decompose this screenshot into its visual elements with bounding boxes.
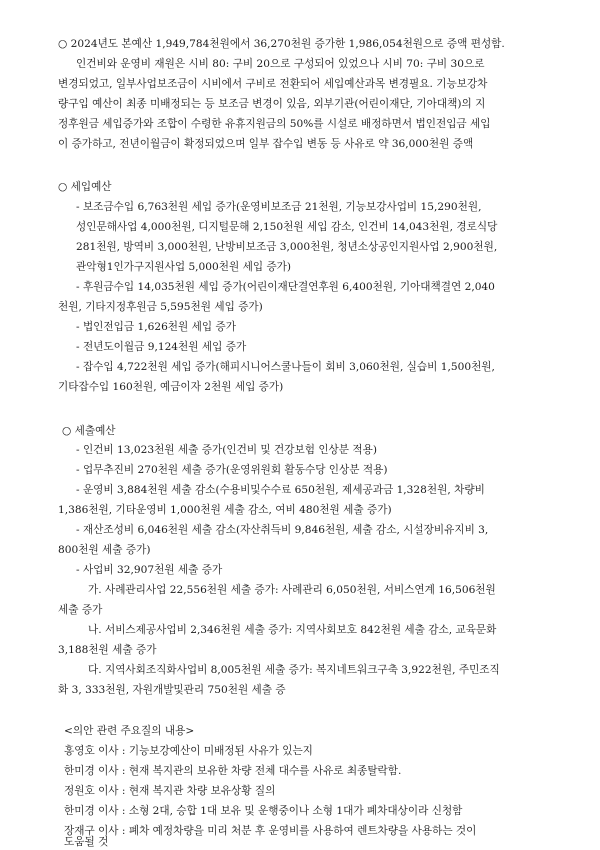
discussion-line: 도움될 것 [64,836,109,848]
expense-line: - 사업비 32,907천원 세출 증가 [76,564,223,576]
revenue-line: - 잡수입 4,722천원 세입 증가(해피시니어스쿨나들이 회비 3,060천원, 실습비 1,500천원, [76,361,495,373]
expense-line: 800천원 세출 증가) [58,544,151,556]
expense-line: - 재산조성비 6,046천원 세출 감소(자산취득비 9,846천원, 세출 감소, 시설장비유지비 3, [76,524,489,536]
expense-line: 1,386천원, 기타운영비 1,000천원 세출 감소, 여비 480천원 세출 증가) [58,504,392,516]
expense-line: 세출 증가 [58,604,103,616]
summary-line-1: ○ 2024년도 본예산 1,949,784천원에서 36,270천원 증가한 1,986,054천원으로 증액 편성함. [58,38,505,50]
revenue-line: 기타잡수입 160천원, 예금이자 2천원 세입 증가) [58,381,284,393]
revenue-line: - 후원금수입 14,035천원 세입 증가(어린이재단결연후원 6,400천원, 기아대책결연 2,040 [76,281,495,293]
summary-line-5: 정후원금 세입증가와 조합이 수령한 유휴지원금의 50%를 시설로 배정하면서 법인전입금 세입 [58,118,491,130]
revenue-line: 관악형1인가구지원사업 5,000천원 세입 증가) [76,261,292,273]
revenue-line: 천원, 기타지정후원금 5,595천원 세입 증가) [58,301,263,313]
summary-line-3: 변경되었고, 일부사업보조금이 시비에서 구비로 전환되어 세입예산과목 변경필요. 기능보강차 [58,78,488,90]
expense-line: 3,188천원 세출 증가 [58,644,157,656]
expense-line: - 운영비 3,884천원 세출 감소(수용비및수수료 650천원, 제세공과금 1,328천원, 차량비 [76,484,485,496]
expense-line: 다. 지역사회조직화사업비 8,005천원 세출 증가: 복지네트워크구축 3,922천원, 주민조직 [88,664,500,676]
discussion-line: 한미경 이사 : 소형 2대, 승합 1대 보유 및 운행중이나 소형 1대가 폐차대상이라 신청함 [64,805,463,817]
discussion-line: 한미경 이사 : 현재 복지관의 보유한 차량 전체 대수를 사유로 최종탈락함. [64,765,402,777]
revenue-line: 성인문해사업 4,000천원, 디지털문해 2,150천원 세입 감소, 인건비 14,043천원, 경로식당 [76,221,498,233]
discussion-line: 홍영호 이사 : 기능보강예산이 미배정된 사유가 있는지 [64,745,313,757]
revenue-line: - 법인전입금 1,626천원 세입 증가 [76,321,236,333]
summary-line-4: 량구입 예산이 최종 미배정되는 등 보조금 변경이 있음, 외부기관(어린이재단, 기아대책)의 지 [58,98,486,110]
expense-line: 가. 사례관리사업 22,556천원 세출 증가: 사례관리 6,050천원, 서비스연계 16,506천원 [88,584,496,596]
revenue-line: 281천원, 방역비 3,000천원, 난방비보조금 3,000천원, 청년소상공인지원사업 2,900천원, [76,241,498,253]
summary-line-2: 인건비와 운영비 재원은 시비 80: 구비 20으로 구성되어 있었으나 시비 70: 구비 30으로 [76,58,485,70]
revenue-heading: ○ 세입예산 [58,181,112,193]
discussion-line: 장재구 이사 : 폐차 예정차량을 미리 처분 후 운영비를 사용하여 렌트차량을 사용하는 것이 [64,825,477,837]
revenue-line: - 보조금수입 6,763천원 세입 증가(운영비보조금 21천원, 기능보강사업비 15,290천원, [76,201,482,213]
revenue-line: - 전년도이월금 9,124천원 세입 증가 [76,341,247,353]
expense-line: - 업무추진비 270천원 세출 증가(운영위원회 활동수당 인상분 적용) [76,464,388,476]
expense-line: 화 3, 333천원, 자원개발및관리 750천원 세출 증 [58,684,286,696]
expense-heading: ○ 세출예산 [62,425,116,437]
expense-line: - 인건비 13,023천원 세출 증가(인건비 및 건강보험 인상분 적용) [76,444,377,456]
expense-line: 나. 서비스제공사업비 2,346천원 세출 증가: 지역사회보호 842천원 세출 감소, 교육문화 [88,624,497,636]
summary-line-6: 이 증가하고, 전년이월금이 확정되었으며 일부 잡수입 변동 등 사유로 약 36,000천원 증액 [58,138,474,150]
discussion-line: 정원호 이사 : 현재 복지관 차량 보유상황 질의 [64,785,276,797]
discussion-heading: <의안 관련 주요질의 내용> [64,725,195,737]
